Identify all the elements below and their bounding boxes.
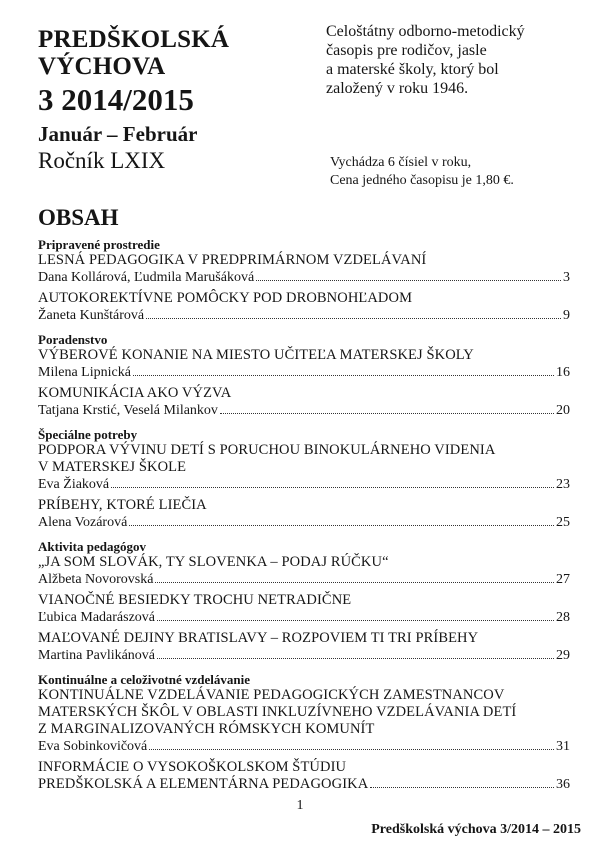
toc-entry <box>38 687 570 755</box>
toc-entry <box>38 290 570 324</box>
toc-entry-page: 27 <box>556 572 570 587</box>
toc-entry <box>38 252 570 286</box>
magazine-title-line-2: VÝCHOVA <box>38 53 166 80</box>
toc-entry-title: „JA SOM SLOVÁK, TY SLOVENKA – PODAJ RÚČKU“ <box>38 554 389 570</box>
toc-section <box>38 332 570 419</box>
toc-entry-page: 25 <box>556 515 570 530</box>
toc-section <box>38 237 570 324</box>
description-line: a materské školy, ktorý bol <box>326 61 499 78</box>
toc-entry-page: 3 <box>563 270 570 285</box>
dot-leader <box>155 582 554 583</box>
toc-entry-page: 20 <box>556 403 570 418</box>
toc-entry-line <box>38 738 570 755</box>
toc-entry-title: MAĽOVANÉ DEJINY BRATISLAVY – ROZPOVIEM TI TRI PRÍBEHY <box>38 630 479 646</box>
publication-info <box>330 154 595 190</box>
toc-entry <box>38 592 570 626</box>
toc-entry-page: 16 <box>556 365 570 380</box>
toc-entry-title: LESNÁ PEDAGOGIKA V PREDPRIMÁRNOM VZDELÁVANÍ <box>38 252 427 268</box>
toc-entry-title: INFORMÁCIE O VYSOKOŠKOLSKOM ŠTÚDIU <box>38 759 347 775</box>
toc-section <box>38 427 570 531</box>
toc-entry-authors: Milena Lipnická <box>38 365 131 380</box>
toc-entry-line <box>38 402 570 419</box>
toc-entry-title: PODPORA VÝVINU DETÍ S PORUCHOU BINOKULÁRNEHO VIDENIA <box>38 442 496 458</box>
toc-entry-line <box>38 776 570 793</box>
toc-entry-line <box>38 514 570 531</box>
toc-entry-title: AUTOKOREKTÍVNE POMÔCKY POD DROBNOHĽADOM <box>38 290 413 306</box>
toc-section-heading: Pripravené prostredie <box>38 237 160 252</box>
description-line: založený v roku 1946. <box>326 80 469 97</box>
toc-entry-page: 9 <box>563 308 570 323</box>
toc-entry <box>38 442 570 493</box>
description-line: časopis pre rodičov, jasle <box>326 42 487 59</box>
toc-entry <box>38 497 570 531</box>
toc-section-heading: Poradenstvo <box>38 332 108 347</box>
masthead <box>38 26 308 174</box>
toc-entry-title: VIANOČNÉ BESIEDKY TROCHU NETRADIČNE <box>38 592 352 608</box>
toc-section-heading: Kontinuálne a celoživotné vzdelávanie <box>38 672 250 687</box>
toc-entry-title: PRÍBEHY, KTORÉ LIEČIA <box>38 497 207 513</box>
toc-entry-title: MATERSKÝCH ŠKÔL V OBLASTI INKLUZÍVNEHO VZDELÁVANIA DETÍ <box>38 704 517 720</box>
toc-entry-page: 31 <box>556 739 570 754</box>
magazine-description <box>326 22 591 98</box>
dot-leader <box>149 749 554 750</box>
toc-entry-page: 36 <box>556 777 570 792</box>
toc-entry-line <box>38 476 570 493</box>
toc-entry-authors: Martina Pavlikánová <box>38 648 156 663</box>
toc-entry-authors: Tatjana Krstić, Veselá Milankov <box>38 403 218 418</box>
table-of-contents <box>38 237 570 801</box>
dot-leader <box>157 658 554 659</box>
toc-entry-line <box>38 364 570 381</box>
toc-section-heading: Špeciálne potreby <box>38 427 138 442</box>
toc-entry-title: VÝBEROVÉ KONANIE NA MIESTO UČITEĽA MATERSKEJ ŠKOLY <box>38 347 474 363</box>
magazine-title-line-1: PREDŠKOLSKÁ <box>38 26 230 53</box>
dot-leader <box>157 620 554 621</box>
toc-entry-title: V MATERSKEJ ŠKOLE <box>38 459 187 475</box>
toc-entry-authors: Eva Sobinkovičová <box>38 739 148 754</box>
issue-number: 3 2014/2015 <box>38 82 194 117</box>
toc-entry <box>38 759 570 793</box>
dot-leader <box>111 487 554 488</box>
toc-entry <box>38 630 570 664</box>
toc-entry-page: 23 <box>556 477 570 492</box>
toc-section <box>38 539 570 664</box>
toc-section-heading: Aktivita pedagógov <box>38 539 146 554</box>
publication-frequency: Vychádza 6 čísiel v roku, <box>330 155 472 170</box>
toc-entry-line <box>38 269 570 286</box>
toc-entry-title: KOMUNIKÁCIA AKO VÝZVA <box>38 385 232 401</box>
description-line: Celoštátny odborno-metodický <box>326 23 525 40</box>
toc-entry-page: 28 <box>556 610 570 625</box>
dot-leader <box>146 318 561 319</box>
toc-entry-authors: PREDŠKOLSKÁ A ELEMENTÁRNA PEDAGOGIKA <box>38 776 369 792</box>
toc-entry-authors: Alžbeta Novorovská <box>38 572 154 587</box>
toc-entry-title: Z MARGINALIZOVANÝCH RÓMSKYCH KOMUNÍT <box>38 721 375 737</box>
dot-leader <box>220 413 554 414</box>
toc-entry-authors: Eva Žiaková <box>38 477 110 492</box>
publication-price: Cena jedného časopisu je 1,80 €. <box>330 173 514 188</box>
contents-heading: OBSAH <box>38 205 119 230</box>
page-footer: Predškolská výchova 3/2014 – 2015 <box>371 822 581 837</box>
toc-entry-authors: Ľubica Madarászová <box>38 610 155 625</box>
toc-entry-authors: Dana Kollárová, Ľudmila Marušáková <box>38 270 255 285</box>
volume: Ročník LXIX <box>38 148 166 173</box>
toc-entry-authors: Žaneta Kunštárová <box>38 308 145 323</box>
toc-entry-line <box>38 571 570 588</box>
dot-leader <box>133 375 554 376</box>
dot-leader <box>256 280 561 281</box>
toc-entry-title: KONTINUÁLNE VZDELÁVANIE PEDAGOGICKÝCH ZAMESTNANCOV <box>38 687 505 703</box>
toc-entry-line <box>38 307 570 324</box>
dot-leader <box>129 525 554 526</box>
toc-section <box>38 672 570 793</box>
toc-entry-line <box>38 609 570 626</box>
page-number: 1 <box>296 798 304 813</box>
toc-entry-line <box>38 647 570 664</box>
toc-entry <box>38 385 570 419</box>
toc-entry <box>38 554 570 588</box>
issue-months: Január – Február <box>38 122 198 146</box>
toc-entry <box>38 347 570 381</box>
dot-leader <box>370 787 554 788</box>
toc-entry-page: 29 <box>556 648 570 663</box>
toc-entry-authors: Alena Vozárová <box>38 515 128 530</box>
